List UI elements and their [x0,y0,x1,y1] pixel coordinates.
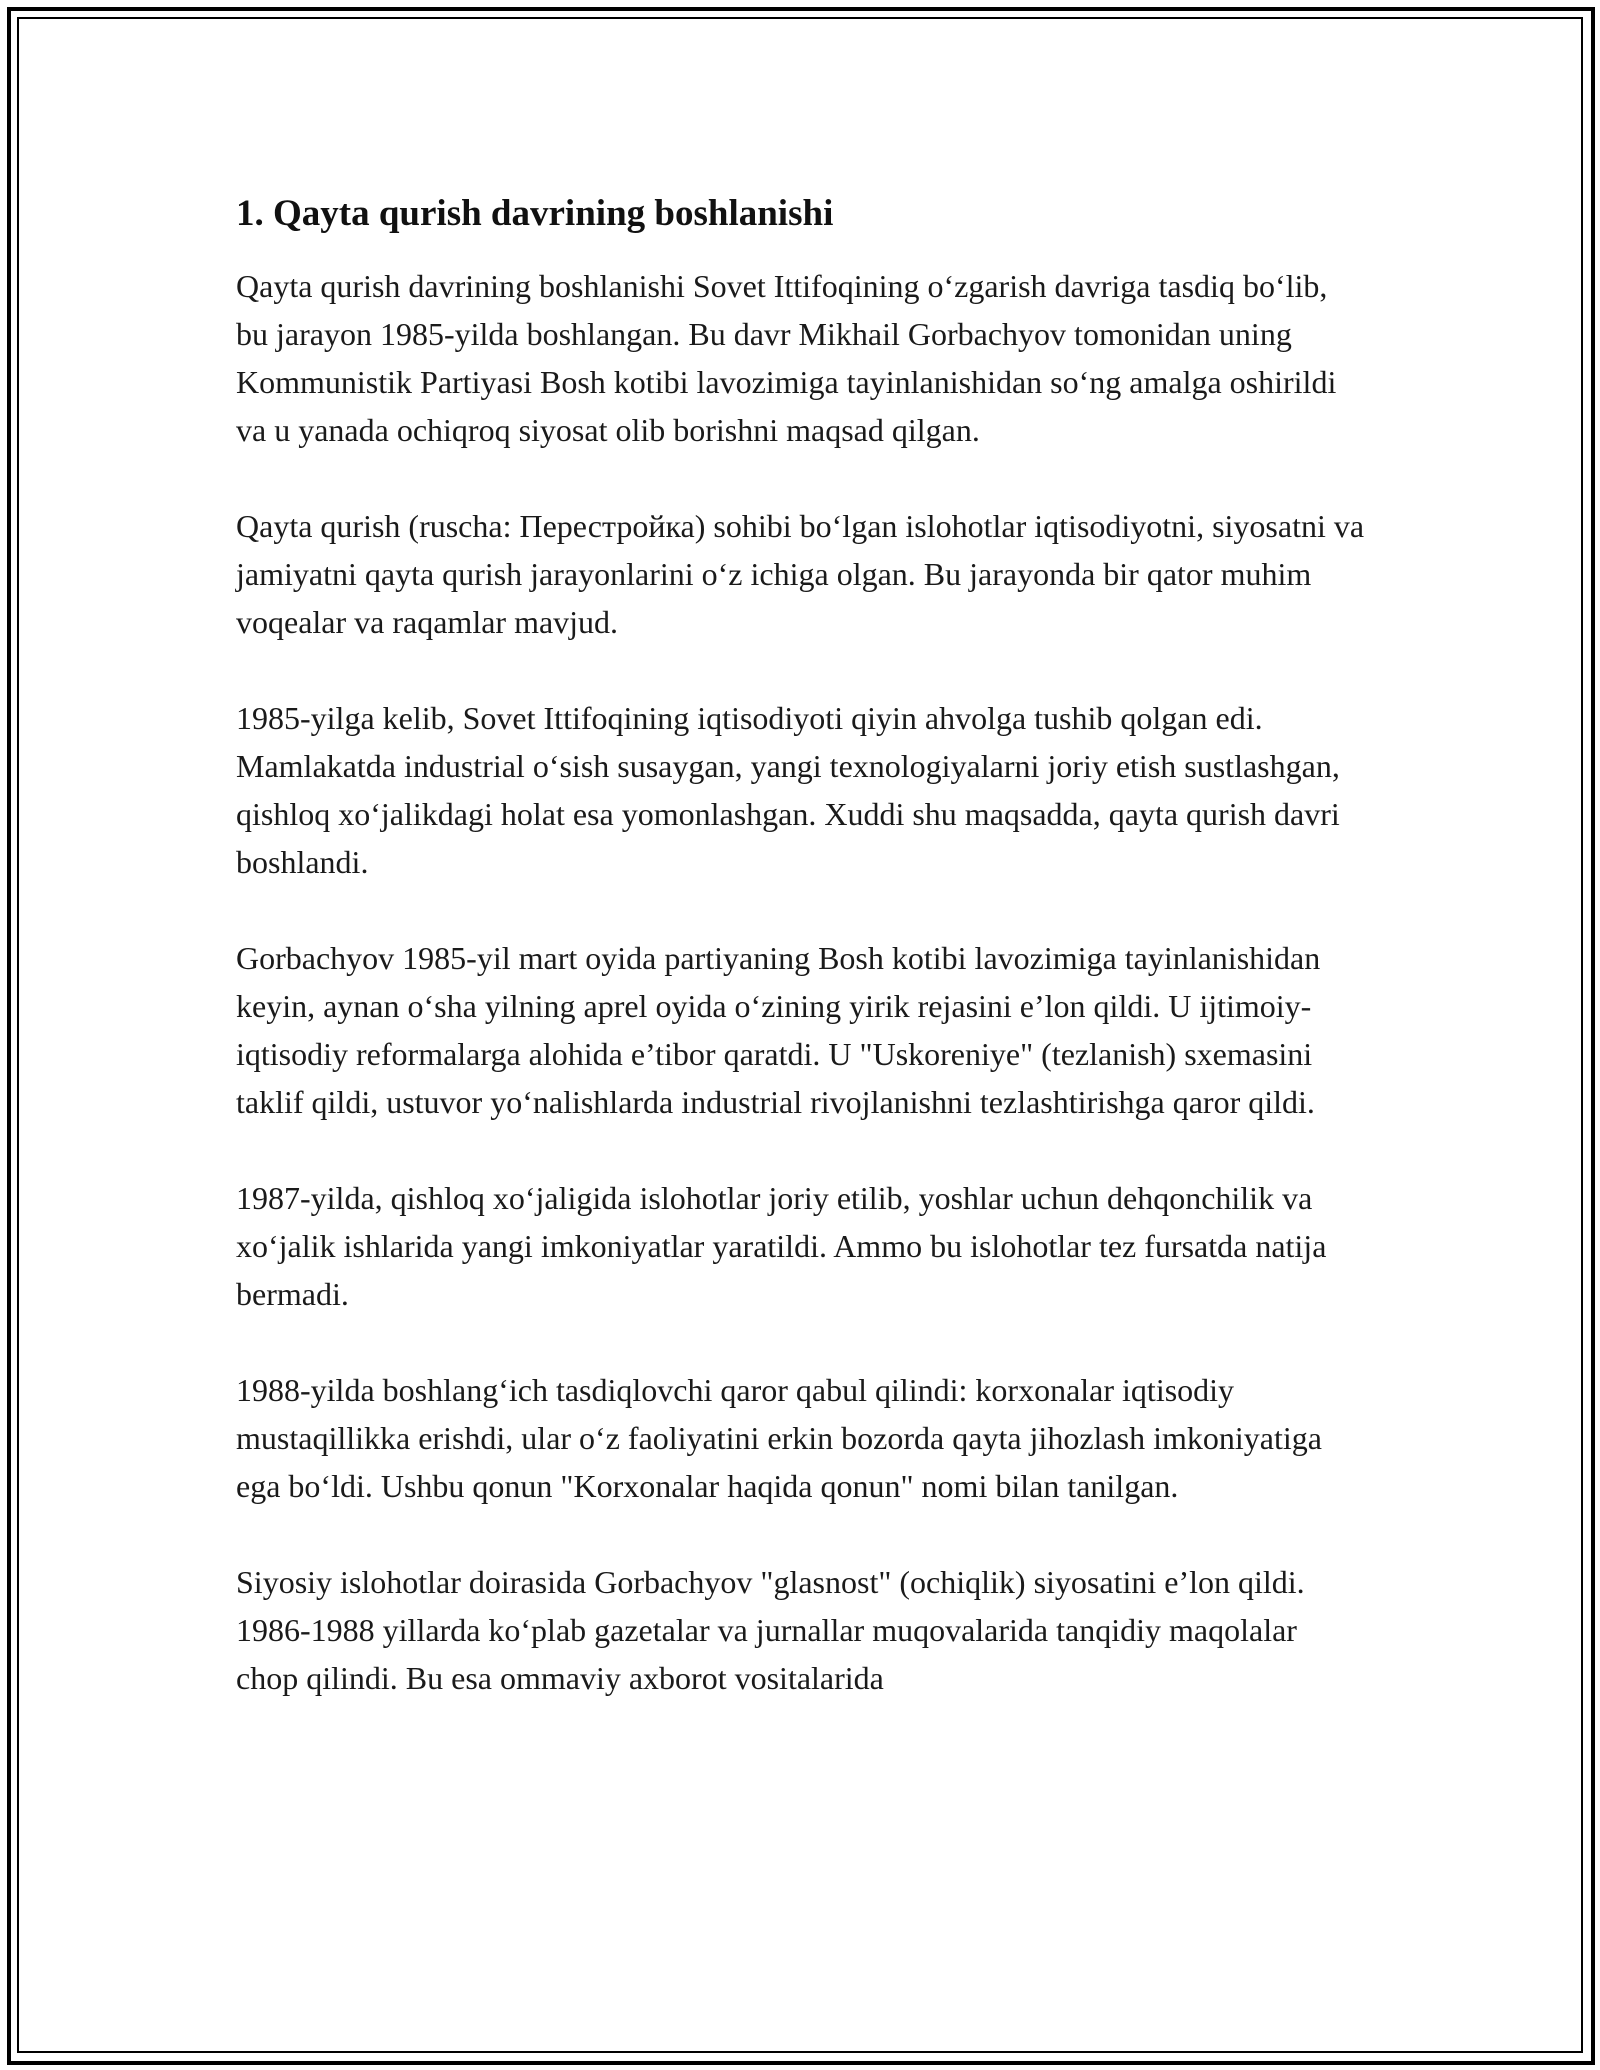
paragraph-6: 1988-yilda boshlang‘ich tasdiqlovchi qaror qabul qilindi: korxonalar iqtisodiy mustaqillikka erishdi, ular o‘z faoliyatini erkin bozorda qayta jihozlash imkoniyatiga ega bo‘ldi. Ushbu qonun "Korxonalar haqida qonun" nomi bilan tanilgan. [236,1372,1322,1504]
paragraph-3: 1985-yilga kelib, Sovet Ittifoqining iqtisodiyoti qiyin ahvolga tushib qolgan edi. Mamlakatda industrial o‘sish susaygan, yangi texnologiyalarni joriy etish sustlashgan, qishloq xo‘jalikdagi holat esa yomonlashgan. Xuddi shu maqsadda, qayta qurish davri boshlandi. [236,700,1340,880]
paragraph-7: Siyosiy islohotlar doirasida Gorbachyov "glasnost" (ochiqlik) siyosatini e’lon qildi. 1986-1988 yillarda ko‘plab gazetalar va jurnallar muqovalarida tanqidiy maqolalar chop qilindi. Bu esa ommaviy axborot vositalarida [236,1564,1305,1696]
document-body [236,186,1366,1750]
section-heading: 1. Qayta qurish davrining boshlanishi [236,193,834,234]
paragraph-4: Gorbachyov 1985-yil mart oyida partiyaning Bosh kotibi lavozimiga tayinlanishidan keyin, aynan o‘sha yilning aprel oyida o‘zining yirik rejasini e’lon qildi. U ijtimoiy-iqtisodiy reformalarga alohida e’tibor qaratdi. U "Uskoreniye" (tezlanish) sxemasini taklif qildi, ustuvor yo‘nalishlarda industrial rivojlanishni tezlashtirishga qaror qildi. [236,940,1321,1120]
paragraph-2: Qayta qurish (ruscha: Перестройка) sohibi bo‘lgan islohotlar iqtisodiyotni, siyosatni va jamiyatni qayta qurish jarayonlarini o‘z ichiga olgan. Bu jarayonda bir qator muhim voqealar va raqamlar mavjud. [236,508,1365,640]
paragraph-5: 1987-yilda, qishloq xo‘jaligida islohotlar joriy etilib, yoshlar uchun dehqonchilik va xo‘jalik ishlarida yangi imkoniyatlar yaratildi. Ammo bu islohotlar tez fursatda natija bermadi. [236,1180,1327,1312]
paragraph-1: Qayta qurish davrining boshlanishi Sovet Ittifoqining o‘zgarish davriga tasdiq bo‘lib, bu jarayon 1985-yilda boshlangan. Bu davr Mikhail Gorbachyov tomonidan uning Kommunistik Partiyasi Bosh kotibi lavozimiga tayinlanishidan so‘ng amalga oshirildi va u yanada ochiqroq siyosat olib borishni maqsad qilgan. [236,268,1337,448]
